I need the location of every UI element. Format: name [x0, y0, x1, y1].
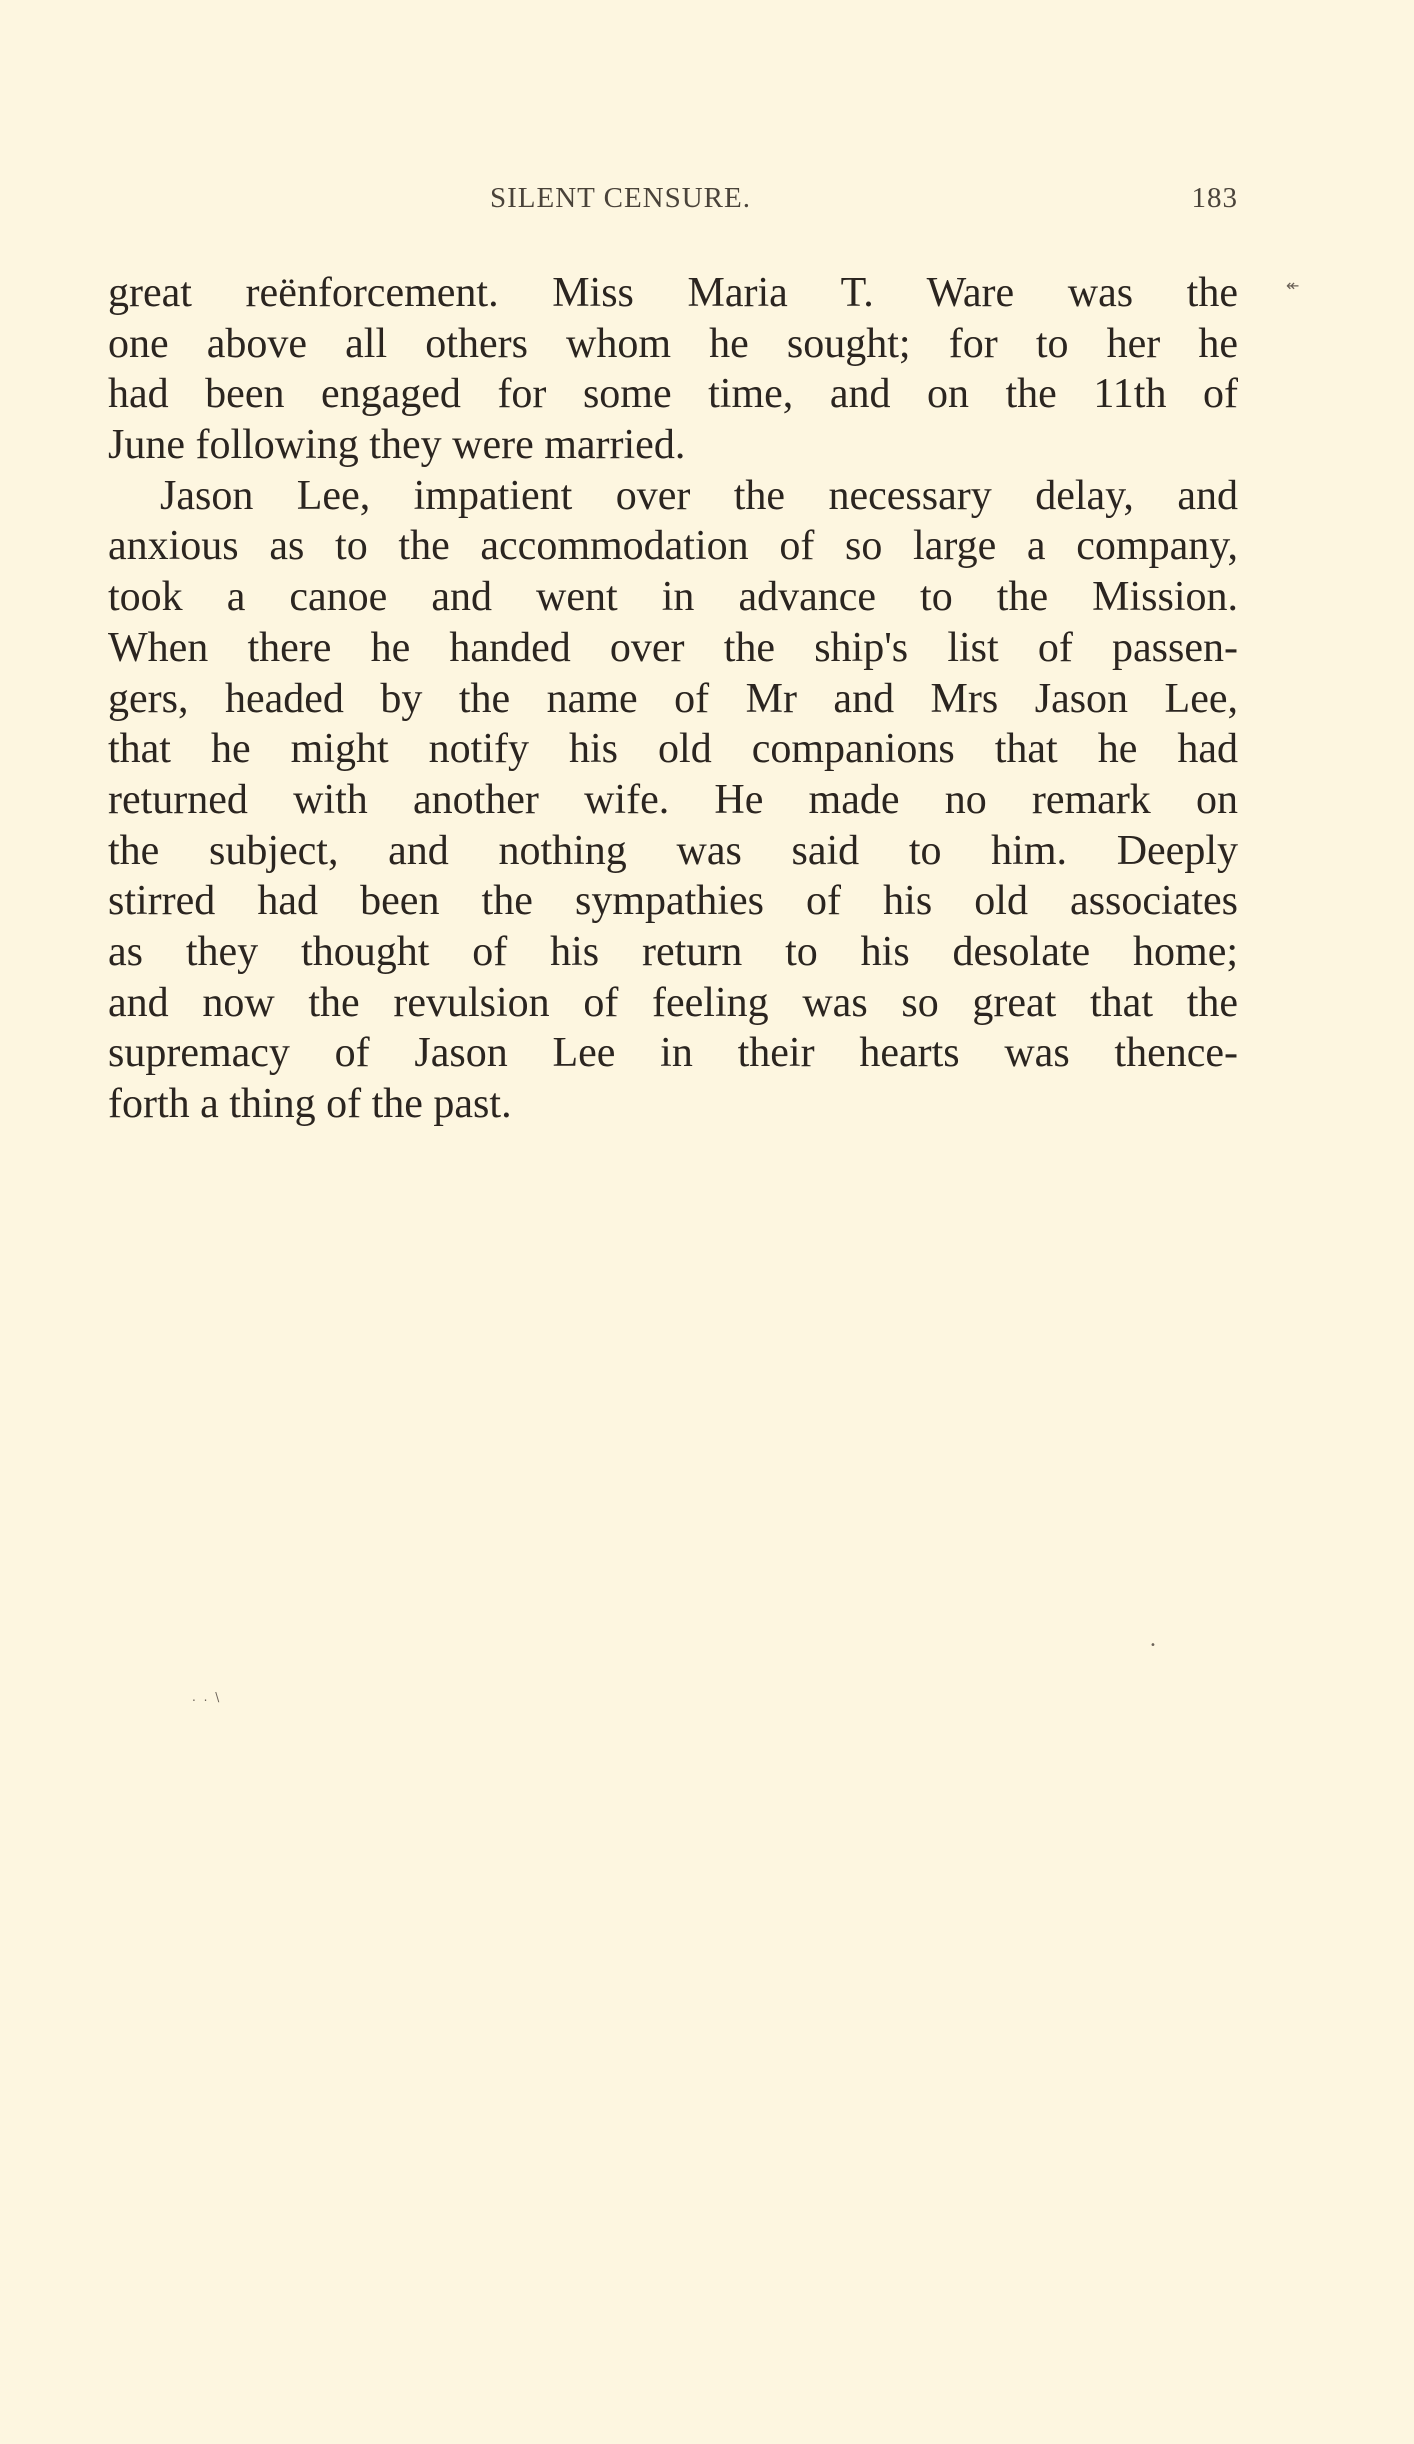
text-line: forth a thing of the past.: [108, 1081, 512, 1127]
stray-mark: . . \: [192, 1690, 222, 1704]
text-line: stirred had been the sympathies of his old associates: [108, 878, 1238, 925]
paragraph-1: [108, 268, 1238, 471]
text-line: as they thought of his return to his desolate home;: [108, 928, 1238, 975]
text-line: that he might notify his old companions that he had: [108, 726, 1238, 773]
paragraph-2: [108, 471, 1238, 1130]
text-line: supremacy of Jason Lee in their hearts was thence-: [108, 1030, 1238, 1077]
page-number: 183: [1191, 182, 1238, 214]
text-line: and now the revulsion of feeling was so great that the: [108, 979, 1238, 1026]
stray-mark: •: [1150, 1640, 1156, 1651]
text-line: anxious as to the accommodation of so large a company,: [108, 523, 1238, 570]
text-line: great reënforcement. Miss Maria T. Ware was the: [108, 270, 1238, 316]
margin-mark: ↞: [1286, 276, 1300, 295]
text-line: June following they were married.: [108, 422, 686, 469]
text-line: took a canoe and went in advance to the Mission.: [108, 574, 1238, 621]
running-head: [108, 182, 1238, 222]
running-title: SILENT CENSURE.: [490, 182, 751, 214]
text-line: the subject, and nothing was said to him. Deeply: [108, 827, 1238, 874]
text-line: When there he handed over the ship's list of passen-: [108, 624, 1238, 671]
text-line: had been engaged for some time, and on the 11th of: [108, 371, 1238, 418]
text-line: gers, headed by the name of Mr and Mrs Jason Lee,: [108, 675, 1238, 722]
body-text: [108, 268, 1238, 1130]
text-line: Jason Lee, impatient over the necessary delay, and: [160, 472, 1238, 519]
text-line: returned with another wife. He made no remark on: [108, 776, 1238, 823]
text-line: one above all others whom he sought; for to her he: [108, 320, 1238, 367]
